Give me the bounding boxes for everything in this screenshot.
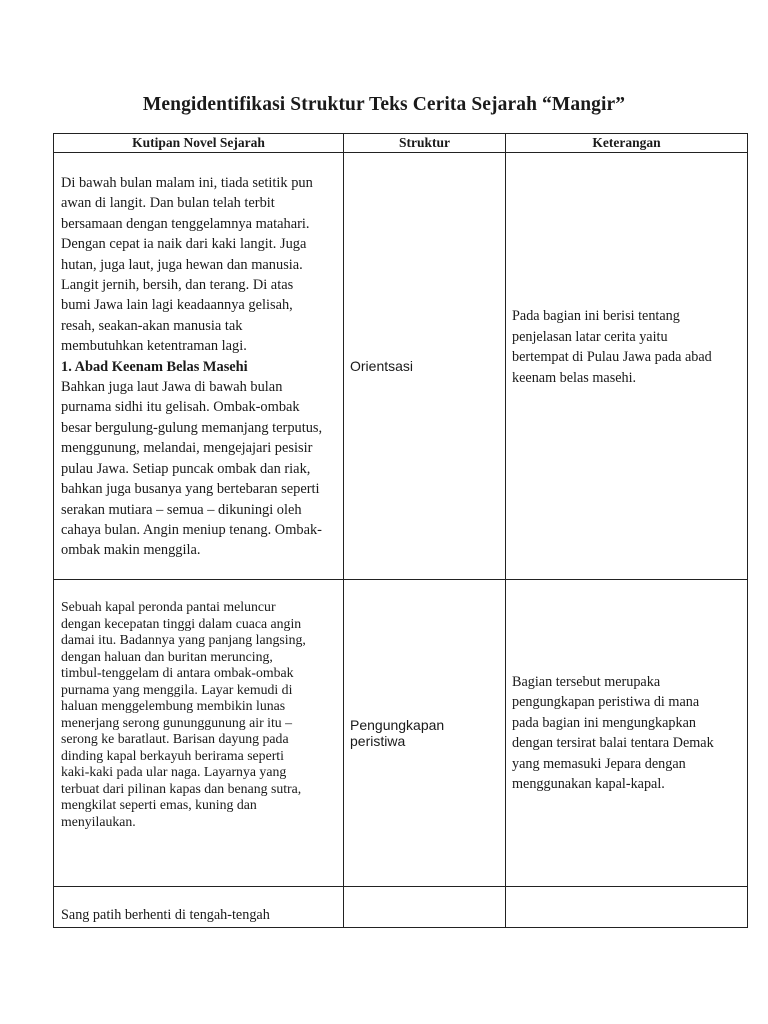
header-kutipan: Kutipan Novel Sejarah [54,134,344,153]
struktur-cell [344,153,506,580]
struktur-cell [344,580,506,887]
header-struktur: Struktur [344,134,506,153]
struktur-text: Pengungkapan peristiwa [350,717,445,749]
table-header-row [54,134,748,153]
document-title: Mengidentifikasi Struktur Teks Cerita Sejarah “Mangir” [142,94,626,115]
kutipan-subheading: 1. Abad Keenam Belas Masehi [61,358,248,375]
keterangan-cell [506,887,748,928]
kutipan-cell [54,887,344,928]
table-row [54,887,748,928]
kutipan-body-text: Bahkan juga laut Jawa di bawah bulan purnama sidhi itu gelisah. Ombak-ombak besar bergulung-gulung memanjang terputus, menggunung, melandai, mengejajari pesisir pulau Jawa. Setiap puncak ombak dan riak, bahkan juga busanya yang bertebaran seperti serakan mutiara – semua – dikuningi oleh cahaya bulan. Angin meniup tenang. Ombak- ombak makin menggila. [61,379,323,559]
kutipan-text: Sang patih berhenti di tengah-tengah [61,907,270,923]
structure-table [53,133,748,928]
keterangan-text: Bagian tersebut merupaka pengungkapan peristiwa di mana pada bagian ini mengungkapkan dengan tersirat balai tentara Demak yang memasuki Jepara dengan menggunakan kapal-kapal. [512,673,714,792]
keterangan-cell [506,153,748,580]
kutipan-intro-text: Di bawah bulan malam ini, tiada setitik pun awan di langit. Dan bulan telah terbit bersamaan dengan tenggelamnya matahari. Dengan cepat ia naik dari kaki langit. Juga hutan, juga laut, juga hewan dan manusia. Langit jernih, bersih, dan terang. Di atas bumi Jawa lain lagi keadaannya gelisah, resah, seakan-akan manusia tak membutuhkan ketentraman lagi. [61,175,313,355]
header-keterangan: Keterangan [506,134,748,153]
kutipan-cell [54,153,344,580]
table-row [54,580,748,887]
table-row [54,153,748,580]
struktur-text: Orientsasi [350,358,414,374]
kutipan-cell [54,580,344,887]
keterangan-text: Pada bagian ini berisi tentang penjelasan latar cerita yaitu bertempat di Pulau Jawa pada abad keenam belas masehi. [512,308,712,386]
kutipan-text: Sebuah kapal peronda pantai meluncur dengan kecepatan tinggi dalam cuaca angin damai itu. Badannya yang panjang langsing, dengan haluan dan buritan meruncing, timbul-tenggelam di antara ombak-ombak purnama yang menggila. Layar kemudi di haluan menggelembung membikin lunas menerjang serong gununggunung air itu – serong ke baratlaut. Barisan dayung pada dinding kapal berkayuh berirama seperti kaki-kaki pada ular naga. Layarnya yang terbuat dari pilinan kapas dan benang sutra, mengkilat seperti emas, kuning dan menyilaukan. [61,599,306,829]
struktur-cell [344,887,506,928]
keterangan-cell [506,580,748,887]
